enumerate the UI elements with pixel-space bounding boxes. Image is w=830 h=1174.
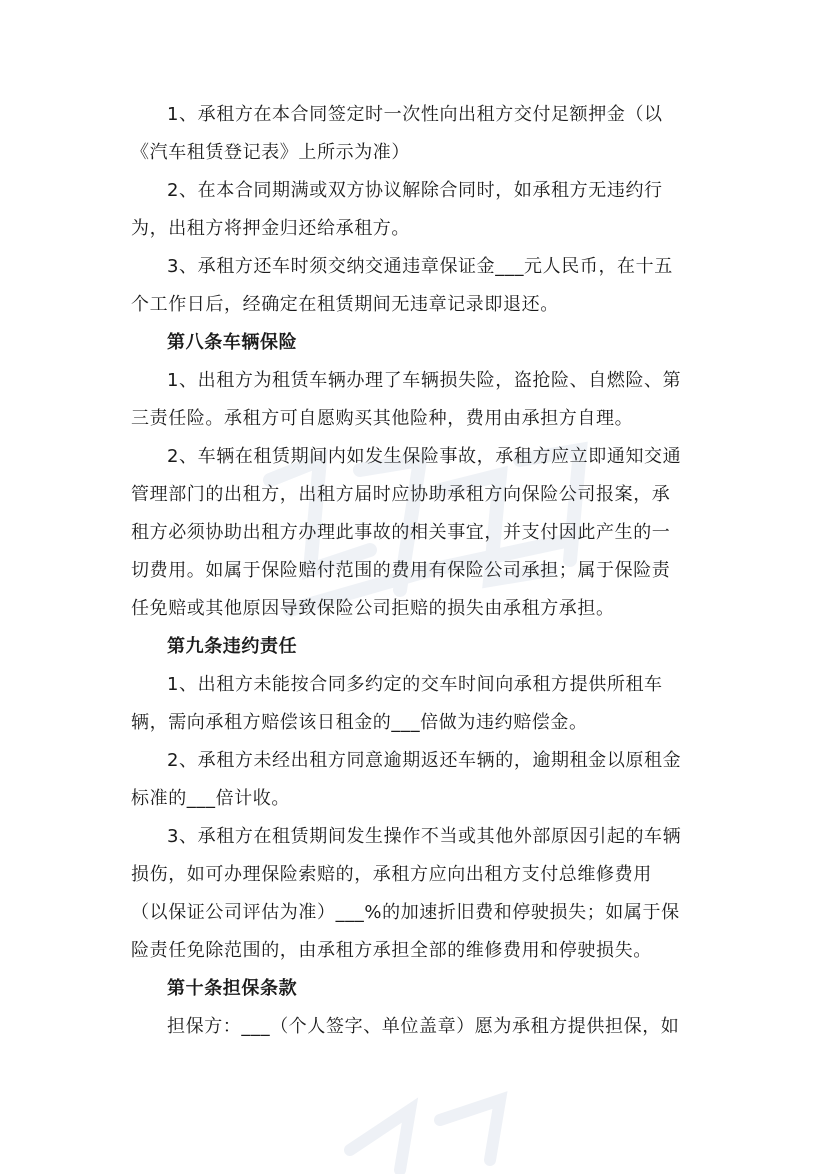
section-heading: 第十条担保条款 (167, 978, 298, 999)
paragraph-line: 个工作日后，经确定在租赁期间无违章记录即退还。 (131, 294, 559, 315)
paragraph-line: 3、承租方还车时须交纳交通违章保证金___元人民币，在十五 (167, 256, 673, 277)
paragraph (131, 172, 711, 248)
paragraph (131, 248, 711, 324)
paragraph (131, 742, 711, 818)
paragraph (131, 96, 711, 172)
paragraph-line: 《汽车租赁登记表》上所示为准） (131, 142, 410, 163)
paragraph (131, 438, 711, 628)
paragraph-line: 标准的___倍计收。 (131, 788, 290, 809)
paragraph-line: 2、车辆在租赁期间内如发生保险事故，承租方应立即通知交通 (167, 446, 682, 467)
paragraph-line: 损伤，如可办理保险索赔的，承租方应向出租方支付总维修费用 (131, 864, 652, 885)
paragraph-line: 任免赔或其他原因导致保险公司拒赔的损失由承租方承担。 (131, 598, 615, 619)
paragraph-line: 三责任险。承租方可自愿购买其他险种，费用由承担方自理。 (131, 408, 634, 429)
paragraph (131, 818, 711, 970)
paragraph-line: 切费用。如属于保险赔付范围的费用有保险公司承担；属于保险责 (131, 560, 671, 581)
paragraph-line: 担保方：___（个人签字、单位盖章）愿为承租方提供担保，如 (167, 1016, 680, 1037)
paragraph-line: 租方必须协助出租方办理此事故的相关事宜，并支付因此产生的一 (131, 522, 671, 543)
paragraph (131, 666, 711, 742)
paragraph-line: （以保证公司评估为准）___%的加速折旧费和停驶损失；如属于保 (131, 902, 680, 923)
paragraph (131, 1008, 711, 1046)
paragraph-line: 管理部门的出租方，出租方届时应协助承租方向保险公司报案，承 (131, 484, 671, 505)
watermark-graphic-bottom (330, 1090, 550, 1174)
paragraph-line: 险责任免除范围的，由承租方承担全部的维修费用和停驶损失。 (131, 940, 652, 961)
paragraph-line: 为，出租方将押金归还给承租方。 (131, 218, 410, 239)
paragraph-line: 1、出租方未能按合同多约定的交车时间向承租方提供所租车 (167, 674, 663, 695)
paragraph-line: 2、在本合同期满或双方协议解除合同时，如承租方无违约行 (167, 180, 663, 201)
paragraph-line: 辆，需向承租方赔偿该日租金的___倍做为违约赔偿金。 (131, 712, 588, 733)
document-body (131, 96, 711, 1046)
section-heading: 第九条违约责任 (167, 636, 298, 657)
paragraph (131, 362, 711, 438)
paragraph-line: 3、承租方在租赁期间发生操作不当或其他外部原因引起的车辆 (167, 826, 682, 847)
paragraph-line: 1、承租方在本合同签定时一次性向出租方交付足额押金（以 (167, 104, 663, 125)
paragraph-line: 2、承租方未经出租方同意逾期返还车辆的，逾期租金以原租金 (167, 750, 682, 771)
paragraph-line: 1、出租方为租赁车辆办理了车辆损失险，盗抢险、自燃险、第 (167, 370, 682, 391)
section-heading: 第八条车辆保险 (167, 332, 298, 353)
